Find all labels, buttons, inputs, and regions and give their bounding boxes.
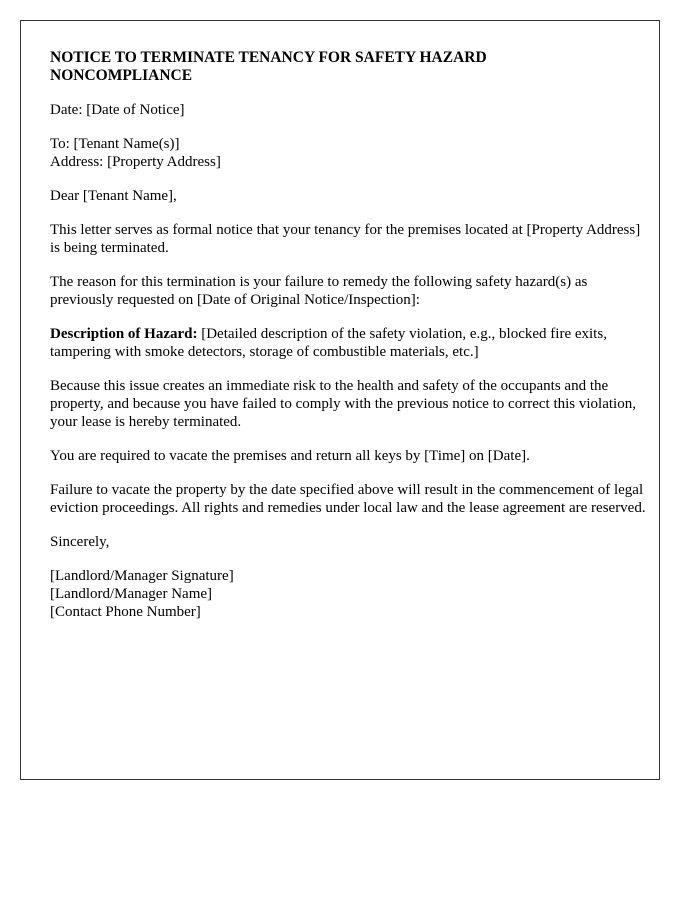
vacate-paragraph: You are required to vacate the premises and return all keys by [Time] on [Date]. [50, 448, 530, 464]
recipient-block [50, 135, 650, 171]
salutation: Dear [Tenant Name], [50, 188, 177, 204]
hazard-text: [Detailed description of the safety violation, e.g., blocked fire exits, tampering with smoke detectors, storage of combustible materials, etc.] [50, 326, 607, 360]
address-line: Address: [Property Address] [50, 154, 221, 170]
signature-block [50, 567, 650, 621]
name-line: [Landlord/Manager Name] [50, 586, 213, 602]
risk-paragraph: Because this issue creates an immediate risk to the health and safety of the occupants and the property, and because you have failed to comply with the previous notice to correct this violation, your lease is hereby terminated. [50, 378, 636, 430]
failure-paragraph: Failure to vacate the property by the date specified above will result in the commencement of legal eviction proceedings. All rights and remedies under local law and the lease agreement are reserved. [50, 482, 646, 516]
signature-line: [Landlord/Manager Signature] [50, 568, 234, 584]
letter-page [20, 20, 660, 780]
reason-paragraph: The reason for this termination is your failure to remedy the following safety hazard(s) as previously requested on [Date of Original Notice/Inspection]: [50, 274, 588, 308]
hazard-label: Description of Hazard: [50, 326, 198, 342]
letter-content [50, 49, 650, 621]
date-line: Date: [Date of Notice] [50, 102, 185, 118]
notice-paragraph: This letter serves as formal notice that your tenancy for the premises located at [Property Address] is being terminated. [50, 222, 641, 256]
to-line: To: [Tenant Name(s)] [50, 136, 180, 152]
letter-title: NOTICE TO TERMINATE TENANCY FOR SAFETY HAZARD NONCOMPLIANCE [50, 49, 487, 84]
phone-line: [Contact Phone Number] [50, 604, 201, 620]
hazard-paragraph [50, 325, 650, 361]
closing: Sincerely, [50, 534, 110, 550]
